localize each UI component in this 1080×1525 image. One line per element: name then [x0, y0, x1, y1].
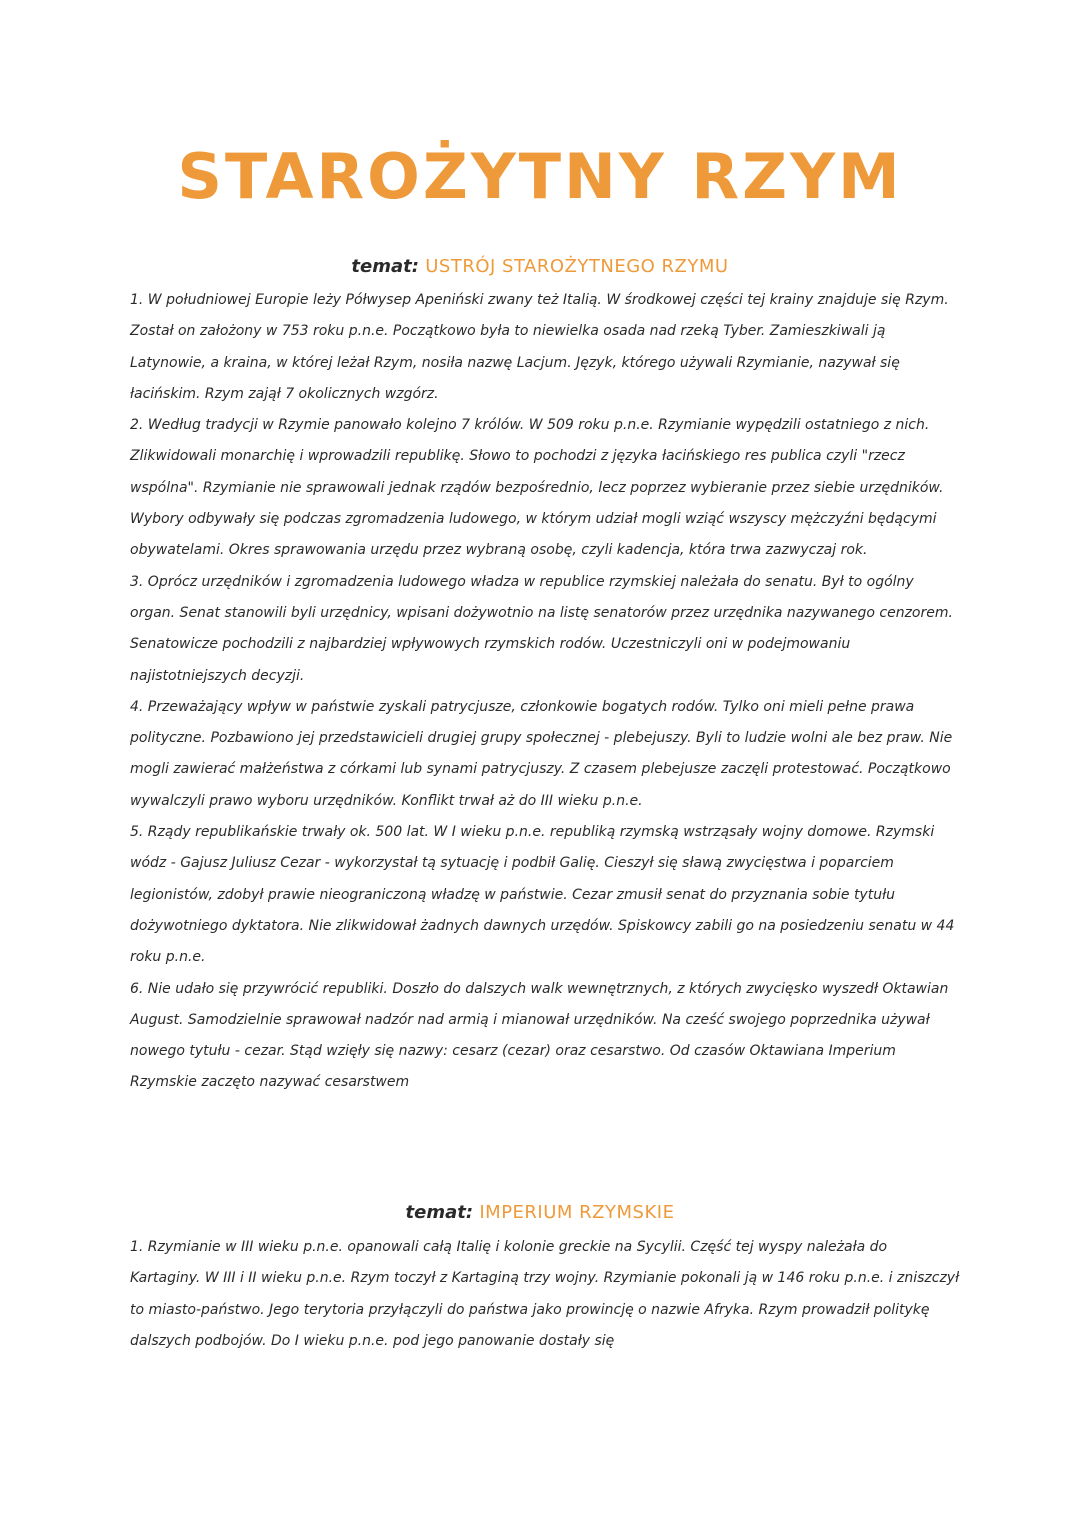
page-title: STAROŻYTNY RZYM — [177, 140, 903, 213]
section-2-body — [130, 1232, 960, 1357]
section-1-body — [130, 285, 960, 1099]
paragraph: 1. W południowej Europie leży Półwysep Apeniński zwany też Italią. W środkowej części tej krainy znajduje się Rzym. Został on założony w 753 roku p.n.e. Początkowo była to niewielka osada nad rzeką Tyber. Zamieszkiwali ją Latynowie, a kraina, w której leżał Rzym, nosiła nazwę Lacjum. Język, którego używali Rzymianie, nazywał się łacińskim. Rzym zajął 7 okolicznych wzgórz. — [130, 292, 949, 402]
section-2-topic-prefix: temat: — [405, 1202, 474, 1223]
section-2-topic-name: IMPERIUM RZYMSKIE — [479, 1202, 675, 1223]
paragraph: 6. Nie udało się przywrócić republiki. Doszło do dalszych walk wewnętrznych, z których zwycięsko wyszedł Oktawian August. Samodzielnie sprawował nadzór nad armią i mianował urzędników. Na cześć swojego poprzednika używał nowego tytułu - cezar. Stąd wzięły się nazwy: cesarz (cezar) oraz cesarstwo. Od czasów Oktawiana Imperium Rzymskie zaczęto nazywać cesarstwem — [130, 980, 949, 1091]
section-1-topic-prefix: temat: — [351, 256, 419, 277]
paragraph: 3. Oprócz urzędników i zgromadzenia ludowego władza w republice rzymskiej należała do senatu. Był to ogólny organ. Senat stanowili byli urzędnicy, wpisani dożywotnio na listę senatorów przez urzędnika nazywanego cenzorem. Senatowicze pochodzili z najbardziej wpływowych rzymskich rodów. Uczestniczyli oni w podejmowaniu najistotniejszych decyzji. — [130, 573, 953, 684]
paragraph: 2. Według tradycji w Rzymie panowało kolejno 7 królów. W 509 roku p.n.e. Rzymianie wypędzili ostatniego z nich. Zlikwidowali monarchię i wprowadzili republikę. Słowo to pochodzi z języka łacińskiego res publica czyli "rzecz wspólna". Rzymianie nie sprawowali jednak rządów bezpośrednio, lecz poprzez wybieranie przez siebie urzędników. Wybory odbywały się podczas zgromadzenia ludowego, w którym udział mogli wziąć wszyscy mężczyźni będącymi obywatelami. Okres sprawowania urzędu przez wybraną osobę, czyli kadencja, która trwa zazwyczaj rok. — [130, 417, 944, 559]
paragraph: 1. Rzymianie w III wieku p.n.e. opanowali całą Italię i kolonie greckie na Sycylii. Część tej wyspy należała do Kartaginy. W III i II wieku p.n.e. Rzym toczył z Kartaginą trzy wojny. Rzymianie pokonali ją w 146 roku p.n.e. i zniszczył to miasto-państwo. Jego terytoria przyłączyli do państwa jako prowincję o nazwie Afryka. Rzym prowadził politykę dalszych podbojów. Do I wieku p.n.e. pod jego panowanie dostały się — [130, 1239, 960, 1349]
section-1-topic-name: USTRÓJ STAROŻYTNEGO RZYMU — [425, 256, 729, 277]
paragraph: 5. Rządy republikańskie trwały ok. 500 lat. W I wieku p.n.e. republiką rzymską wstrząsały wojny domowe. Rzymski wódz - Gajusz Juliusz Cezar - wykorzystał tą sytuację i podbił Galię. Cieszył się sławą zwycięstwa i poparciem legionistów, zdobył prawie nieograniczoną władzę w państwie. Cezar zmusił senat do przyznania sobie tytułu dożywotniego dyktatora. Nie zlikwidował żadnych dawnych urzędów. Spiskowcy zabili go na posiedzeniu senatu w 44 roku p.n.e. — [130, 824, 955, 966]
paragraph: 4. Przeważający wpływ w państwie zyskali patrycjusze, członkowie bogatych rodów. Tylko oni mieli pełne prawa polityczne. Pozbawiono jej przedstawicieli drugiej grupy społecznej - plebejuszy. Byli to ludzie wolni ale bez praw. Nie mogli zawierać małżeństwa z córkami lub synami patrycjuszy. Z czasem plebejusze zaczęli protestować. Początkowo wywalczyli prawo wyboru urzędników. Konflikt trwał aż do III wieku p.n.e. — [130, 698, 953, 809]
section-1-topic — [0, 256, 1080, 277]
section-2-topic — [0, 1202, 1080, 1223]
